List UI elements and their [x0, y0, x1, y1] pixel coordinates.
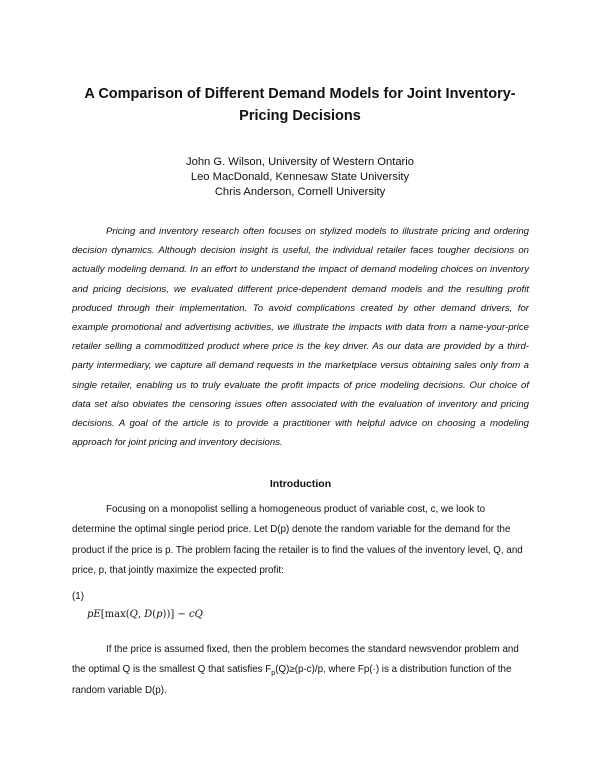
equation-symbol: ): [166, 609, 171, 620]
paper-title: A Comparison of Different Demand Models for Joint Inventory-Pricing Decisions: [84, 86, 516, 124]
author-line: John G. Wilson, University of Western Ontario: [186, 156, 414, 168]
equation-symbol: c: [189, 609, 195, 620]
equation-symbol: Q: [194, 609, 203, 620]
section-heading-introduction: Introduction: [269, 478, 332, 490]
paragraph-text: (Q)≥(p-c)/p, where Fp(·) is a distribution function of the random variable D(p).: [72, 664, 512, 696]
equation-symbol: [: [100, 609, 105, 620]
subscript-text: p: [271, 670, 276, 678]
equation-symbol: ): [162, 609, 167, 620]
equation-symbol: max: [104, 609, 126, 620]
equation-symbol: Q: [129, 609, 138, 620]
equation-symbol: (: [125, 609, 130, 620]
equation-symbol: −: [174, 609, 189, 620]
equation-label: (1): [72, 591, 84, 602]
body-paragraph: [72, 640, 530, 701]
equation-symbol: ]: [170, 609, 175, 620]
author-line: Leo MacDonald, Kennesaw State University: [190, 171, 410, 183]
equation-symbol: p: [156, 609, 163, 620]
paragraph-text: If the price is assumed fixed, then the problem becomes the standard newsvendor problem and the optimal Q is the smallest Q that satisfies F: [72, 644, 519, 676]
equation-symbol: (: [152, 609, 157, 620]
body-paragraph: Focusing on a monopolist selling a homogeneous product of variable cost, c, we look to determine the optimal single period price. Let D(p) denote the random variable for the demand for the product if the price is p. The problem facing the retailer is to find the values of the inventory level, Q, and price, p, that jointly maximize the expected profit:: [72, 504, 523, 577]
equation-symbol: ,: [137, 609, 145, 620]
equation-symbol: D: [144, 609, 153, 620]
equation-symbol: p: [87, 609, 94, 620]
author-list: [100, 155, 500, 200]
profit-equation: [87, 608, 203, 622]
equation-symbol: E: [93, 609, 101, 620]
abstract-paragraph: Pricing and inventory research often focuses on stylized models to illustrate pricing and ordering decision dynamics. Although decision insight is useful, the individual retailer faces tougher decisions on actually modeling demand. In an effort to understand the impact of demand modeling choices on inventory and pricing decisions, we evaluated different price-dependent demand models and the resulting profit produced through their implementation. To avoid complications created by other demand drivers, for example promotional and advertising activities, we illustrate the impacts with data from a name-your-price retailer selling a commoditized product where price is the key driver. As our data are provided by a third-party intermediary, we capture all demand requests in the marketplace versus obtaining sales only from a single retailer, enabling us to truly evaluate the profit impacts of price modeling decisions. Our choice of data set also obviates the censoring issues often associated with the evaluation of inventory and pricing decisions. A goal of the article is to provide a practitioner with helpful advice on choosing a modeling approach for joint pricing and inventory decisions.: [72, 226, 529, 449]
author-line: Chris Anderson, Cornell University: [214, 186, 386, 198]
